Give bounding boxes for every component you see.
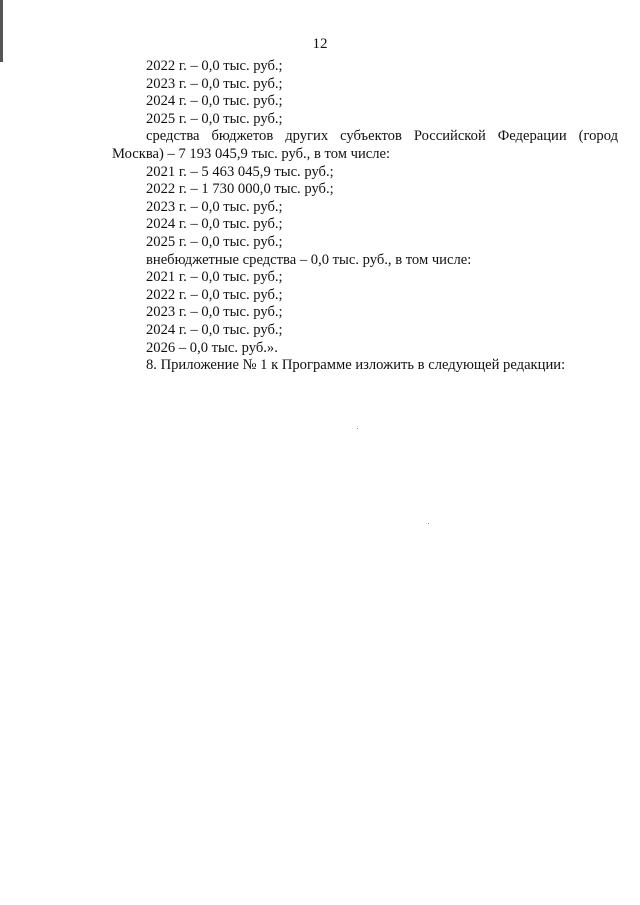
extrabudget-line-2024: 2024 г. – 0,0 тыс. руб.; <box>146 321 283 338</box>
extrabudget-line-2026: 2026 – 0,0 тыс. руб.». <box>146 339 278 356</box>
scan-speck <box>428 523 429 524</box>
moscow-line-2023: 2023 г. – 0,0 тыс. руб.; <box>146 198 283 215</box>
extrabudget-line-2021: 2021 г. – 0,0 тыс. руб.; <box>146 269 283 286</box>
extrabudget-heading: внебюджетные средства – 0,0 тыс. руб., в том числе: <box>146 251 472 268</box>
funding-line-2024: 2024 г. – 0,0 тыс. руб.; <box>146 93 283 110</box>
page-number: 12 <box>312 36 328 52</box>
document-body <box>112 58 618 375</box>
moscow-line-2021: 2021 г. – 5 463 045,9 тыс. руб.; <box>146 163 334 180</box>
extrabudget-line-2023: 2023 г. – 0,0 тыс. руб.; <box>146 304 283 321</box>
moscow-line-2022: 2022 г. – 1 730 000,0 тыс. руб.; <box>146 181 334 198</box>
funding-line-2025: 2025 г. – 0,0 тыс. руб.; <box>146 110 283 127</box>
funding-line-2023: 2023 г. – 0,0 тыс. руб.; <box>146 75 283 92</box>
moscow-line-2024: 2024 г. – 0,0 тыс. руб.; <box>146 216 283 233</box>
funding-line-2022: 2022 г. – 0,0 тыс. руб.; <box>146 58 283 74</box>
extrabudget-line-2022: 2022 г. – 0,0 тыс. руб.; <box>146 286 283 303</box>
item-8-instruction: 8. Приложение № 1 к Программе изложить в следующей редакции: <box>146 357 566 374</box>
scan-speck <box>357 428 358 429</box>
moscow-budget-paragraph: средства бюджетов других субъектов Российской Федерации (город Москва) – 7 193 045,9 тыс. руб., в том числе: <box>112 128 618 162</box>
moscow-line-2025: 2025 г. – 0,0 тыс. руб.; <box>146 233 283 250</box>
